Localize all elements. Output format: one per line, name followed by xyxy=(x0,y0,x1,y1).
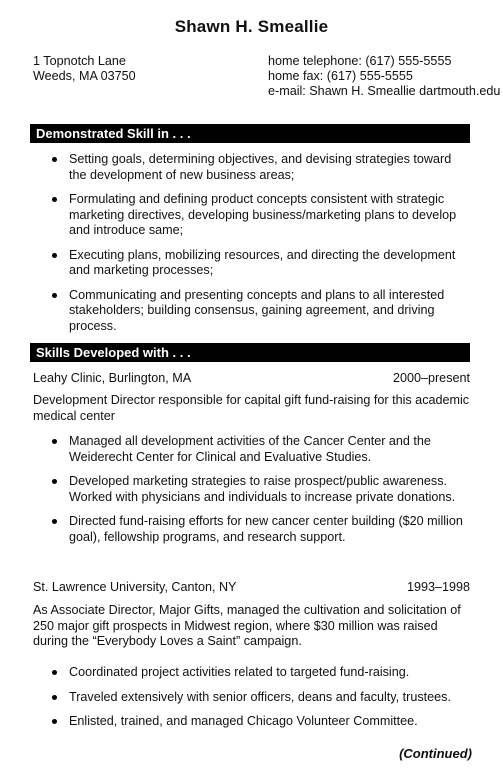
job-organization: St. Lawrence University, Canton, NY xyxy=(33,580,237,594)
list-item: Developed marketing strategies to raise prospect/public awareness. Worked with physicians and individuals to increase private donations. xyxy=(30,474,470,505)
home-telephone: home telephone: (617) 555-5555 xyxy=(268,54,452,68)
address-line-2: Weeds, MA 03750 xyxy=(33,69,136,83)
job-dates: 2000–present xyxy=(392,371,470,385)
list-item: Enlisted, trained, and managed Chicago Volunteer Committee. xyxy=(30,714,470,730)
list-item: Managed all development activities of the Cancer Center and the Weiderecht Center for Clinical and Evaluative Studies. xyxy=(30,434,470,465)
skills-list xyxy=(30,152,470,343)
job-dates: 1993–1998 xyxy=(406,580,470,594)
list-item: Traveled extensively with senior officers, deans and faculty, trustees. xyxy=(30,690,470,706)
list-item: Directed fund-raising efforts for new cancer center building ($20 million goal), fellowship programs, and research support. xyxy=(30,514,470,545)
section-heading-skills: Demonstrated Skill in . . . xyxy=(30,124,470,143)
continued-label: (Continued) xyxy=(399,746,472,761)
list-item: Setting goals, determining objectives, and devising strategies toward the development of new business areas; xyxy=(30,152,470,183)
job-organization: Leahy Clinic, Burlington, MA xyxy=(33,371,192,385)
resume-name: Shawn H. Smeallie xyxy=(174,17,329,36)
list-item: Formulating and defining product concepts consistent with strategic marketing directives, developing business/marketing plans to develop and introduce same; xyxy=(30,192,470,239)
list-item: Coordinated project activities related to targeted fund-raising. xyxy=(30,665,470,681)
job-header xyxy=(33,580,470,595)
contact-details xyxy=(268,54,500,99)
section-heading-experience: Skills Developed with . . . xyxy=(30,343,470,362)
email: e-mail: Shawn H. Smeallie dartmouth.edu xyxy=(268,84,501,98)
job-header xyxy=(33,371,470,386)
job-summary: As Associate Director, Major Gifts, managed the cultivation and solicitation of 250 major gift prospects in Midwest region, where $30 million was raised during the “Everybody Loves a Saint” campaign. xyxy=(33,603,461,648)
job-bullets xyxy=(30,434,470,554)
job-summary: Development Director responsible for capital gift fund-raising for this academic medical center xyxy=(33,393,470,423)
list-item: Communicating and presenting concepts and plans to all interested stakeholders; building consensus, gaining agreement, and driving process. xyxy=(30,288,470,335)
address-line-1: 1 Topnotch Lane xyxy=(33,54,126,68)
contact-address xyxy=(33,54,136,84)
job-bullets xyxy=(30,665,470,739)
list-item: Executing plans, mobilizing resources, and directing the development and marketing processes; xyxy=(30,248,470,279)
home-fax: home fax: (617) 555-5555 xyxy=(268,69,413,83)
